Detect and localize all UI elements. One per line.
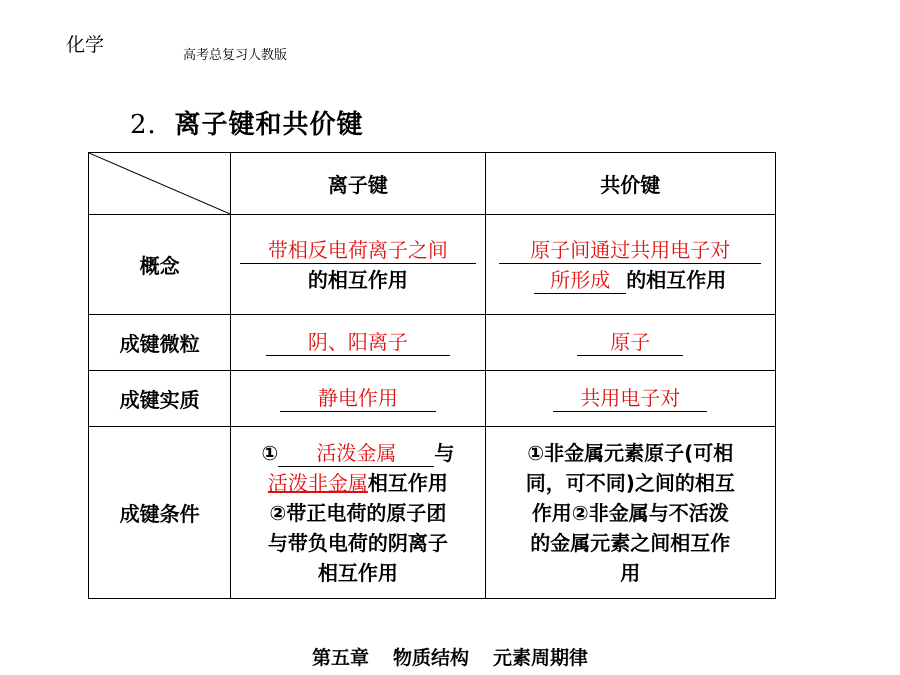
conditions-ionic-mid: 与 (434, 440, 455, 465)
conditions-covalent-line5: 用 (620, 560, 641, 585)
row-label-concept: 概念 (89, 215, 231, 315)
row-particles (89, 315, 776, 371)
particles-ionic-blank: 阴、阳离子 (266, 329, 450, 356)
essence-ionic-blank: 静电作用 (280, 385, 436, 412)
row-essence (89, 371, 776, 427)
conditions-ionic-blank1: 活泼金属 (278, 440, 434, 467)
conditions-ionic-line5: 相互作用 (317, 560, 398, 585)
footer (0, 643, 900, 670)
row-label-essence: 成键实质 (89, 371, 231, 427)
header-row (89, 153, 776, 215)
essence-covalent-cell (485, 371, 775, 427)
header-covalent: 共价键 (485, 153, 775, 215)
essence-ionic-cell (231, 371, 485, 427)
subject-label: 化学 (66, 34, 105, 56)
conditions-ionic-cell (231, 427, 485, 599)
conditions-covalent-line1: ①非金属元素原子(可相 (527, 440, 734, 465)
conditions-covalent-line2: 同，可不同)之间的相互 (525, 470, 735, 495)
section-title (130, 104, 364, 141)
concept-ionic-blank: 带相反电荷离子之间 (240, 237, 476, 264)
section-number: 2． (130, 110, 175, 140)
comparison-table (88, 152, 776, 599)
diagonal-header-cell (89, 153, 231, 215)
conditions-covalent-cell (485, 427, 775, 599)
concept-ionic-cell (231, 215, 485, 315)
footer-chapter: 第五章 (311, 647, 369, 669)
concept-covalent-cell (485, 215, 775, 315)
conditions-ionic-suffix1: 相互作用 (367, 470, 448, 495)
row-label-particles: 成键微粒 (89, 315, 231, 371)
particles-covalent-cell (485, 315, 775, 371)
particles-covalent-blank: 原子 (577, 329, 683, 356)
concept-covalent-suffix: 的相互作用 (626, 267, 727, 292)
diagonal-line (89, 153, 230, 214)
conditions-ionic-prefix: ① (261, 440, 279, 465)
section-title-text: 离子键和共价键 (174, 110, 364, 140)
conditions-covalent-line4: 的金属元素之间相互作 (530, 530, 731, 555)
concept-ionic-suffix: 的相互作用 (307, 267, 408, 292)
conditions-covalent-line3: 作用②非金属与不活泼 (531, 500, 729, 525)
row-concept (89, 215, 776, 315)
header-ionic: 离子键 (231, 153, 485, 215)
footer-topic2: 元素周期律 (493, 647, 589, 669)
conditions-ionic-line3: ②带正电荷的原子团 (269, 500, 447, 525)
particles-ionic-cell (231, 315, 485, 371)
essence-covalent-blank: 共用电子对 (553, 385, 707, 412)
concept-covalent-blank: 原子间通过共用电子对 (499, 237, 761, 264)
conditions-ionic-blank2: 活泼非金属 (267, 470, 368, 495)
row-conditions (89, 427, 776, 599)
concept-covalent-blank2: 所形成 (534, 267, 626, 294)
footer-topic1: 物质结构 (392, 647, 469, 669)
conditions-ionic-line4: 与带负电荷的阴离子 (267, 530, 448, 555)
edition-label: 高考总复习人教版 (183, 48, 288, 63)
row-label-conditions: 成键条件 (89, 427, 231, 599)
